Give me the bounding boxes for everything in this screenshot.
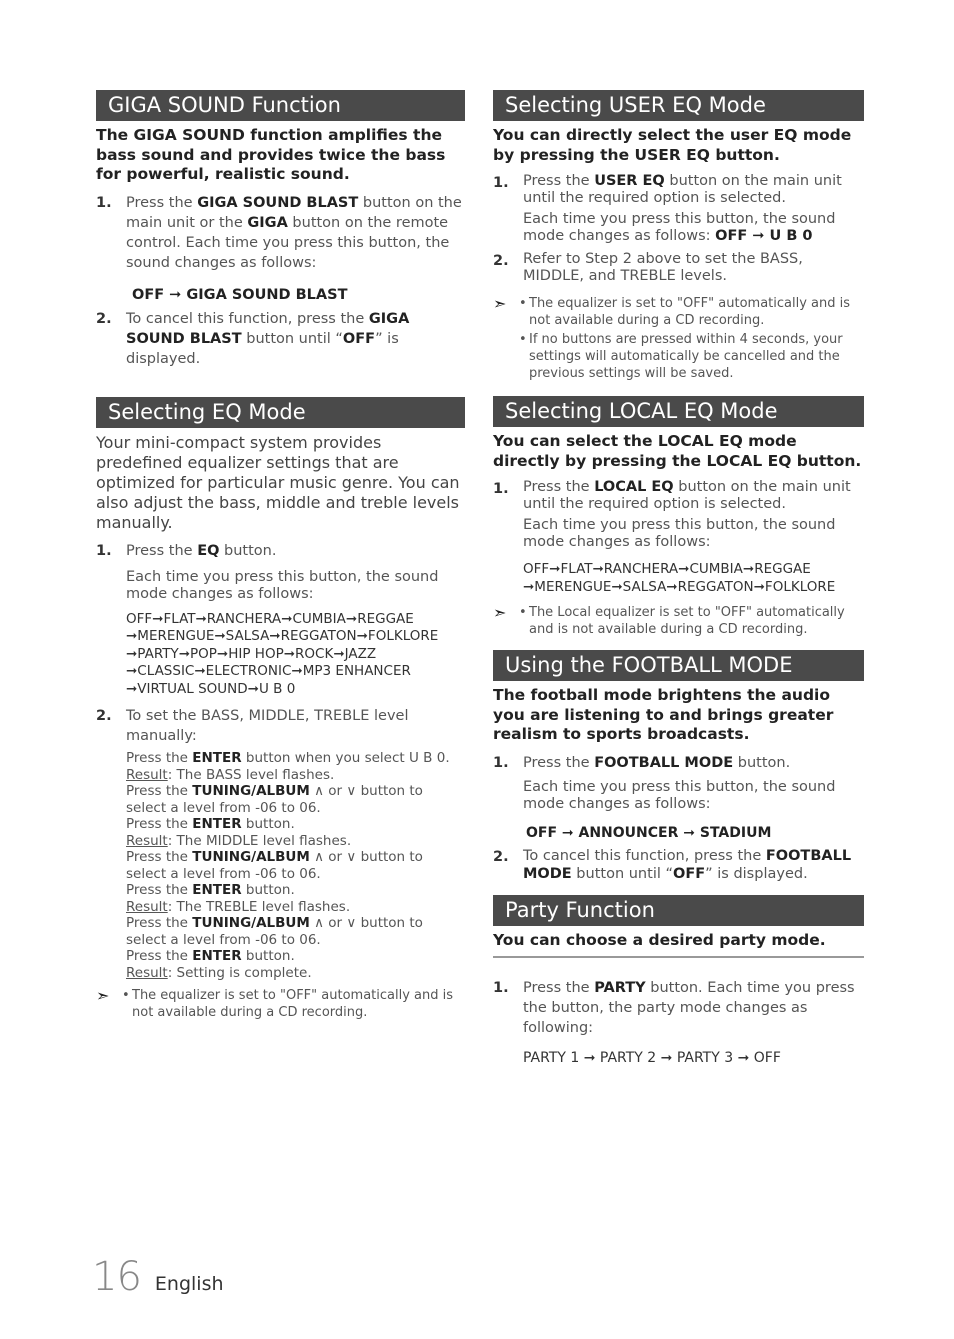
giga-step-1 xyxy=(96,193,465,273)
user-eq-heading: Selecting USER EQ Mode xyxy=(493,90,864,121)
party-divider xyxy=(493,931,864,959)
local-eq-sequence-line: ➞MERENGUE➞SALSA➞REGGATON➞FOLKLORE xyxy=(523,578,836,595)
note-text: The equalizer is set to "OFF" automatically and is not available during a CD recording. xyxy=(529,296,851,328)
party-heading: Party Function xyxy=(493,895,864,926)
party-sequence: PARTY 1 ➞ PARTY 2 ➞ PARTY 3 ➞ OFF xyxy=(523,1050,781,1066)
step-text: To cancel this function, press the GIGA SOUND BLAST button until “OFF” is displayed. xyxy=(126,310,410,367)
eq-sequence-line: ➞MERENGUE➞SALSA➞REGGATON➞FOLKLORE xyxy=(126,628,439,644)
page-footer xyxy=(92,1254,224,1300)
note-text: The Local equalizer is set to "OFF" automatically and is not available during a CD recording. xyxy=(529,605,845,637)
user-eq-step-1-sub: Each time you press this button, the sound mode changes as follows: OFF ➞ U B 0 xyxy=(523,211,836,244)
football-intro: The football mode brightens the audio you are listening to and brings greater realism to sports broadcasts. xyxy=(493,686,834,743)
eq-mode-intro: Your mini-compact system provides predefined equalizer settings that are optimized for particular music genre. You can also adjust the bass, middle and treble levels manually. xyxy=(96,432,460,532)
eq-sequence-line: ➞CLASSIC➞ELECTRONIC➞MP3 ENHANCER xyxy=(126,663,411,679)
giga-sequence: OFF ➞ GIGA SOUND BLAST xyxy=(132,286,348,303)
local-eq-note xyxy=(493,604,864,638)
bullet: • xyxy=(519,296,527,311)
football-step-1-sub: Each time you press this button, the sound mode changes as follows: xyxy=(523,778,836,812)
step-text: To set the BASS, MIDDLE, TREBLE level manually: xyxy=(126,708,409,744)
step-number: 1. xyxy=(96,194,112,211)
step-text: Press the FOOTBALL MODE button. xyxy=(523,754,791,771)
user-eq-note xyxy=(493,295,864,382)
local-eq-sequence-line: OFF➞FLAT➞RANCHERA➞CUMBIA➞REGGAE xyxy=(523,561,811,577)
giga-step-2 xyxy=(96,309,465,369)
instruction-line: Result: The MIDDLE level flashes. xyxy=(126,832,352,849)
step-number: 1. xyxy=(493,175,509,191)
eq-sequence-line: OFF➞FLAT➞RANCHERA➞CUMBIA➞REGGAE xyxy=(126,610,414,627)
local-eq-intro: You can select the LOCAL EQ mode directly by pressing the LOCAL EQ button. xyxy=(493,432,862,470)
right-column xyxy=(493,90,864,1076)
instruction-line: Press the TUNING/ALBUM ∧ or ∨ button to select a level from -06 to 06. xyxy=(126,783,423,816)
eq-sequence-line: ➞VIRTUAL SOUND➞U B 0 xyxy=(126,680,296,697)
local-eq-step-1 xyxy=(493,479,864,513)
step-text: Press the GIGA SOUND BLAST button on the main unit or the GIGA button on the remote control. Each time you press this button, the sound changes as follows: xyxy=(126,194,462,271)
football-section xyxy=(493,650,864,883)
note-text: If no buttons are pressed within 4 seconds, your settings will automatically be cancelled and the previous settings will be saved. xyxy=(529,332,843,381)
giga-sound-intro: The GIGA SOUND function amplifies the bass sound and provides twice the bass for powerful, realistic sound. xyxy=(96,126,446,183)
giga-sound-section xyxy=(96,90,465,369)
eq-note xyxy=(96,987,465,1021)
user-eq-step-2 xyxy=(493,251,864,285)
football-heading: Using the FOOTBALL MODE xyxy=(493,650,864,681)
local-eq-sequence xyxy=(493,561,864,596)
step-number: 2. xyxy=(493,848,509,865)
instruction-line: Press the TUNING/ALBUM ∧ or ∨ button to select a level from -06 to 06. xyxy=(126,849,423,882)
step-number: 1. xyxy=(493,481,509,497)
instruction-line: Result: The BASS level flashes. xyxy=(126,766,335,783)
eq-step-2 xyxy=(96,706,465,746)
eq-mode-section xyxy=(96,397,465,1022)
note-arrow-icon: ➣ xyxy=(493,294,507,313)
instruction-line: Result: Setting is complete. xyxy=(126,964,312,981)
local-eq-step-1-sub: Each time you press this button, the sound mode changes as follows: xyxy=(523,517,836,550)
step-number: 2. xyxy=(493,253,509,269)
eq-step-1 xyxy=(96,541,465,561)
step-text: Press the PARTY button. Each time you press the button, the party mode changes as following: xyxy=(523,980,855,1036)
bullet: • xyxy=(519,605,527,620)
eq-sequence-line: ➞PARTY➞POP➞HIP HOP➞ROCK➞JAZZ xyxy=(126,645,377,662)
instruction-line: Press the ENTER button. xyxy=(126,816,295,832)
step-text: Refer to Step 2 above to set the BASS, MIDDLE, and TREBLE levels. xyxy=(523,251,803,284)
user-eq-intro: You can directly select the user EQ mode by pressing the USER EQ button. xyxy=(493,126,852,164)
football-step-2 xyxy=(493,847,864,883)
eq-step-1-sub: Each time you press this button, the sound mode changes as follows: xyxy=(126,568,439,602)
step-number: 1. xyxy=(96,542,112,559)
instruction-line: Press the ENTER button. xyxy=(126,882,295,898)
eq-mode-heading: Selecting EQ Mode xyxy=(96,397,465,428)
bullet: • xyxy=(122,988,130,1003)
party-section xyxy=(493,895,864,1068)
football-sequence: OFF ➞ ANNOUNCER ➞ STADIUM xyxy=(526,824,772,841)
instruction-line: Result: The TREBLE level flashes. xyxy=(126,898,351,915)
step-text: Press the EQ button. xyxy=(126,542,277,559)
party-intro: You can choose a desired party mode. xyxy=(493,930,826,949)
party-step-1 xyxy=(493,978,864,1038)
eq-sequence xyxy=(96,611,465,699)
instruction-line: Press the ENTER button. xyxy=(126,948,295,964)
note-text: The equalizer is set to "OFF" automatically and is not available during a CD recording. xyxy=(132,988,454,1020)
instruction-line: Press the ENTER button when you select U B 0. xyxy=(126,750,450,766)
local-eq-heading: Selecting LOCAL EQ Mode xyxy=(493,396,864,427)
step-text: To cancel this function, press the FOOTBALL MODE button until “OFF” is displayed. xyxy=(523,847,852,882)
bullet: • xyxy=(519,332,527,347)
local-eq-section xyxy=(493,396,864,638)
instruction-line: Press the TUNING/ALBUM ∧ or ∨ button to select a level from -06 to 06. xyxy=(126,915,423,948)
left-column xyxy=(96,90,465,1027)
step-number: 1. xyxy=(493,980,509,996)
user-eq-section xyxy=(493,90,864,382)
page-language: English xyxy=(154,1273,224,1295)
step-text: Press the USER EQ button on the main unit until the required option is selected. xyxy=(523,173,842,206)
note-arrow-icon: ➣ xyxy=(493,603,507,622)
page-number: 16 xyxy=(92,1254,141,1300)
step-number: 2. xyxy=(96,310,112,327)
step-number: 1. xyxy=(493,754,509,771)
note-arrow-icon: ➣ xyxy=(96,986,110,1005)
step-text: Press the LOCAL EQ button on the main unit until the required option is selected. xyxy=(523,479,851,512)
football-step-1 xyxy=(493,753,864,773)
user-eq-step-1 xyxy=(493,173,864,207)
eq-manual-instructions xyxy=(96,750,465,981)
step-number: 2. xyxy=(96,708,112,724)
giga-sound-heading: GIGA SOUND Function xyxy=(96,90,465,121)
